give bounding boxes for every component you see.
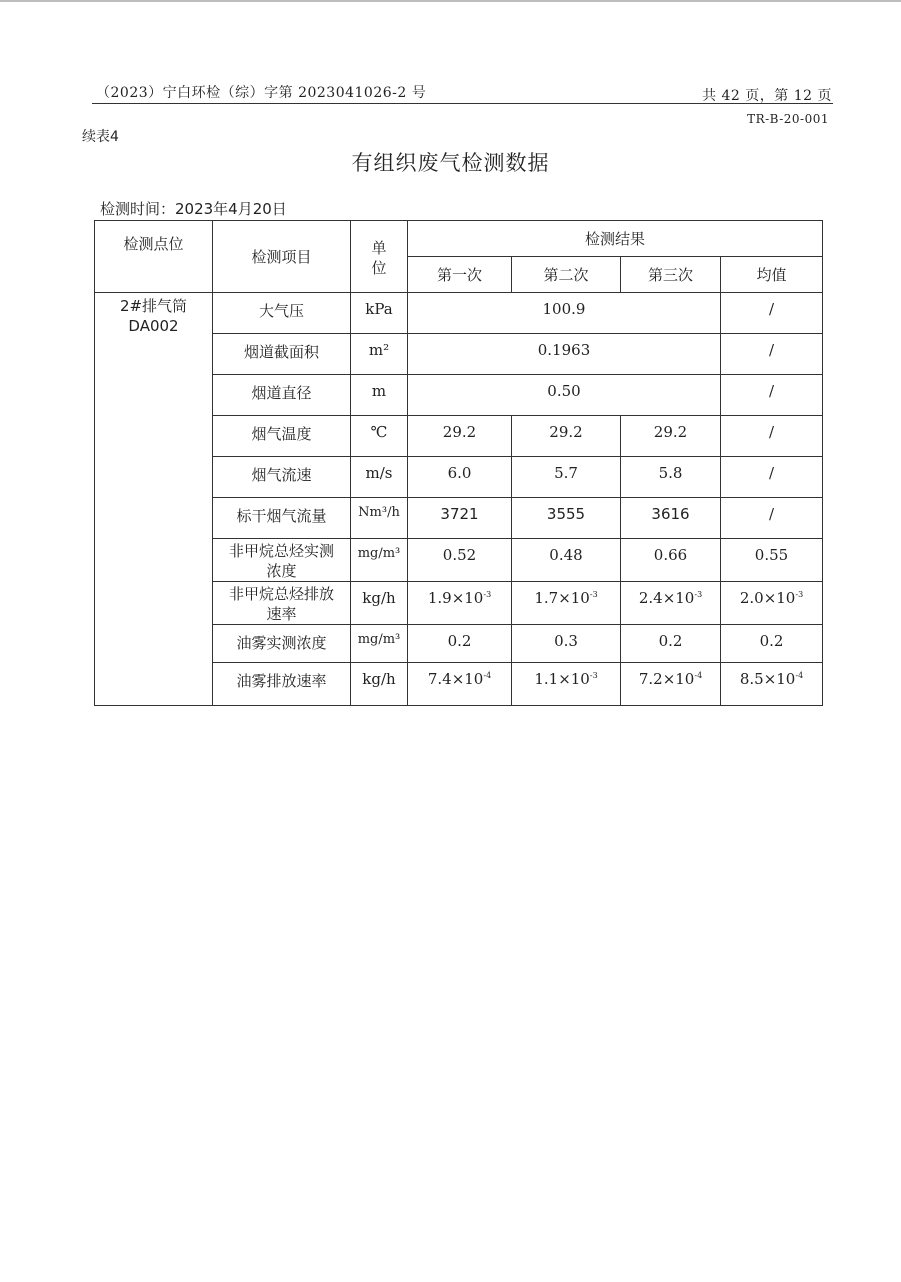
page-top-edge — [0, 0, 901, 2]
header-rule — [92, 103, 833, 104]
page-title: 有组织废气检测数据 — [351, 151, 550, 175]
value-mantissa: 2.0×10 — [739, 589, 796, 607]
unit-cell: mg/m³ — [351, 625, 408, 663]
unit-cell: m/s — [351, 457, 408, 498]
value-exponent: -3 — [589, 671, 598, 680]
header-first: 第一次 — [408, 257, 512, 293]
page-info: 共 42 页，第 12 页 — [702, 88, 832, 104]
item-cell: 大气压 — [213, 293, 351, 334]
value-cell: 0.3 — [512, 625, 621, 663]
item-cell: 油雾实测浓度 — [213, 625, 351, 663]
value-mantissa: 1.1×10 — [534, 670, 590, 688]
header-point: 检测点位 — [95, 221, 213, 293]
value-cell — [408, 582, 512, 625]
item-cell: 烟道截面积 — [213, 334, 351, 375]
value-cell: 6.0 — [408, 457, 512, 498]
value-cell: 29.2 — [621, 416, 721, 457]
value-exponent: -4 — [483, 671, 492, 680]
header-third: 第三次 — [621, 257, 721, 293]
unit-cell: m — [351, 375, 408, 416]
value-exponent: -3 — [483, 590, 492, 599]
value-cell: 3721 — [408, 498, 512, 539]
merged-value-cell: 100.9 — [408, 293, 721, 334]
item-cell: 油雾排放速率 — [213, 663, 351, 706]
unit-cell: mg/m³ — [351, 539, 408, 582]
average-cell: / — [721, 334, 823, 375]
average-cell: 0.55 — [721, 539, 823, 582]
value-cell — [621, 582, 721, 625]
value-mantissa: 7.2×10 — [638, 670, 695, 688]
value-exponent: -4 — [795, 671, 804, 680]
average-cell — [721, 663, 823, 706]
document-code: TR-B-20-001 — [747, 112, 829, 126]
report-number: （2023）宁白环检（综）字第 2023041026-2 号 — [96, 85, 427, 101]
average-cell — [721, 582, 823, 625]
continuation-label: 续表4 — [82, 129, 119, 145]
item-cell: 非甲烷总烃实测 浓度 — [213, 539, 351, 582]
unit-cell: kPa — [351, 293, 408, 334]
value-mantissa: 2.4×10 — [638, 589, 695, 607]
value-cell: 3555 — [512, 498, 621, 539]
item-cell: 烟气流速 — [213, 457, 351, 498]
header-results: 检测结果 — [408, 221, 823, 257]
unit-cell: kg/h — [351, 663, 408, 706]
unit-cell: kg/h — [351, 582, 408, 625]
sampling-point: 2#排气筒 DA002 — [95, 293, 213, 706]
value-cell — [512, 663, 621, 706]
unit-cell: Nm³/h — [351, 498, 408, 539]
value-cell: 5.8 — [621, 457, 721, 498]
average-cell: / — [721, 498, 823, 539]
value-exponent: -3 — [694, 590, 703, 599]
value-cell: 0.2 — [408, 625, 512, 663]
value-exponent: -4 — [694, 671, 703, 680]
item-cell: 烟气温度 — [213, 416, 351, 457]
average-cell: 0.2 — [721, 625, 823, 663]
item-cell: 标干烟气流量 — [213, 498, 351, 539]
value-mantissa: 1.7×10 — [534, 589, 590, 607]
average-cell: / — [721, 375, 823, 416]
value-cell: 0.48 — [512, 539, 621, 582]
value-cell: 29.2 — [408, 416, 512, 457]
value-cell: 0.2 — [621, 625, 721, 663]
average-cell: / — [721, 416, 823, 457]
average-cell: / — [721, 293, 823, 334]
value-cell: 29.2 — [512, 416, 621, 457]
value-cell: 3616 — [621, 498, 721, 539]
value-cell — [408, 663, 512, 706]
value-mantissa: 7.4×10 — [427, 670, 484, 688]
value-exponent: -3 — [795, 590, 804, 599]
value-cell: 5.7 — [512, 457, 621, 498]
header-average: 均值 — [721, 257, 823, 293]
merged-value-cell: 0.50 — [408, 375, 721, 416]
test-date: 检测时间：2023年4月20日 — [100, 200, 287, 218]
value-mantissa: 1.9×10 — [427, 589, 484, 607]
value-cell: 0.52 — [408, 539, 512, 582]
header-item: 检测项目 — [213, 221, 351, 293]
value-cell: 0.66 — [621, 539, 721, 582]
unit-cell: ℃ — [351, 416, 408, 457]
value-cell — [621, 663, 721, 706]
item-cell: 烟道直径 — [213, 375, 351, 416]
value-cell — [512, 582, 621, 625]
value-mantissa: 8.5×10 — [739, 670, 796, 688]
average-cell: / — [721, 457, 823, 498]
item-cell: 非甲烷总烃排放 速率 — [213, 582, 351, 625]
header-second: 第二次 — [512, 257, 621, 293]
header-unit: 单 位 — [351, 221, 408, 293]
merged-value-cell: 0.1963 — [408, 334, 721, 375]
value-exponent: -3 — [589, 590, 598, 599]
unit-cell: m² — [351, 334, 408, 375]
exhaust-gas-data-table — [94, 220, 823, 706]
